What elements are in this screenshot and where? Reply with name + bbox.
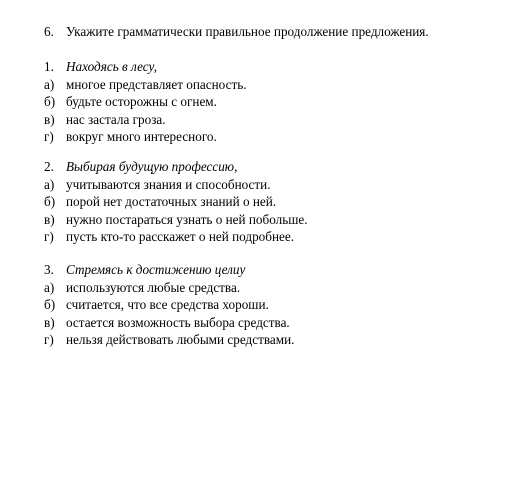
answer-option — [44, 76, 247, 94]
question-1 — [44, 58, 247, 146]
option-letter: б) — [44, 94, 56, 109]
option-text: порой нет достаточных знаний о ней. — [66, 194, 277, 209]
question-number: 1. — [44, 59, 54, 74]
question-number: 2. — [44, 159, 54, 174]
option-text: нужно постараться узнать о ней побольше. — [66, 211, 308, 227]
question-title — [44, 158, 308, 176]
answer-option — [44, 111, 247, 129]
option-letter: в) — [44, 111, 55, 127]
task-header — [44, 23, 429, 41]
option-text: учитываются знания и способности. — [66, 176, 271, 192]
question-title — [44, 58, 247, 76]
answer-option — [44, 128, 247, 146]
option-text: нельзя действовать любыми средствами. — [66, 332, 295, 347]
option-letter: б) — [44, 194, 56, 209]
question-text: Выбирая будущую профессию, — [66, 159, 238, 174]
answer-option — [44, 228, 308, 246]
question-number: 3. — [44, 262, 54, 277]
option-text: считается, что все средства хороши. — [66, 297, 269, 312]
option-text: пусть кто-то расскажет о ней подробнее. — [66, 229, 295, 244]
option-letter: а) — [44, 176, 55, 192]
question-title — [44, 261, 294, 279]
answer-option — [44, 331, 294, 349]
answer-option — [44, 176, 308, 194]
question-text: Находясь в лесу, — [66, 59, 158, 74]
option-letter: б) — [44, 297, 56, 312]
option-letter: г) — [44, 229, 54, 244]
task-number: 6. — [44, 24, 54, 39]
answer-option — [44, 314, 294, 332]
option-letter: г) — [44, 332, 54, 347]
option-text: нас застала гроза. — [66, 111, 166, 127]
answer-option — [44, 93, 247, 111]
answer-option — [44, 211, 308, 229]
option-letter: а) — [44, 279, 55, 295]
task-instruction: Укажите грамматически правильное продолжение предложения. — [66, 24, 429, 39]
answer-option — [44, 193, 308, 211]
option-letter: в) — [44, 211, 55, 227]
option-text: вокруг много интересного. — [66, 129, 217, 144]
option-text: используются любые средства. — [66, 279, 241, 295]
option-text: многое представляет опасность. — [66, 76, 247, 92]
option-letter: г) — [44, 129, 54, 144]
option-letter: в) — [44, 314, 55, 330]
answer-option — [44, 296, 294, 314]
question-text: Стремясь к достижению целиу — [66, 262, 246, 277]
question-3 — [44, 261, 294, 349]
option-text: будьте осторожны с огнем. — [66, 94, 217, 109]
option-text: остается возможность выбора средства. — [66, 314, 290, 330]
answer-option — [44, 279, 294, 297]
question-2 — [44, 158, 308, 246]
option-letter: а) — [44, 76, 55, 92]
